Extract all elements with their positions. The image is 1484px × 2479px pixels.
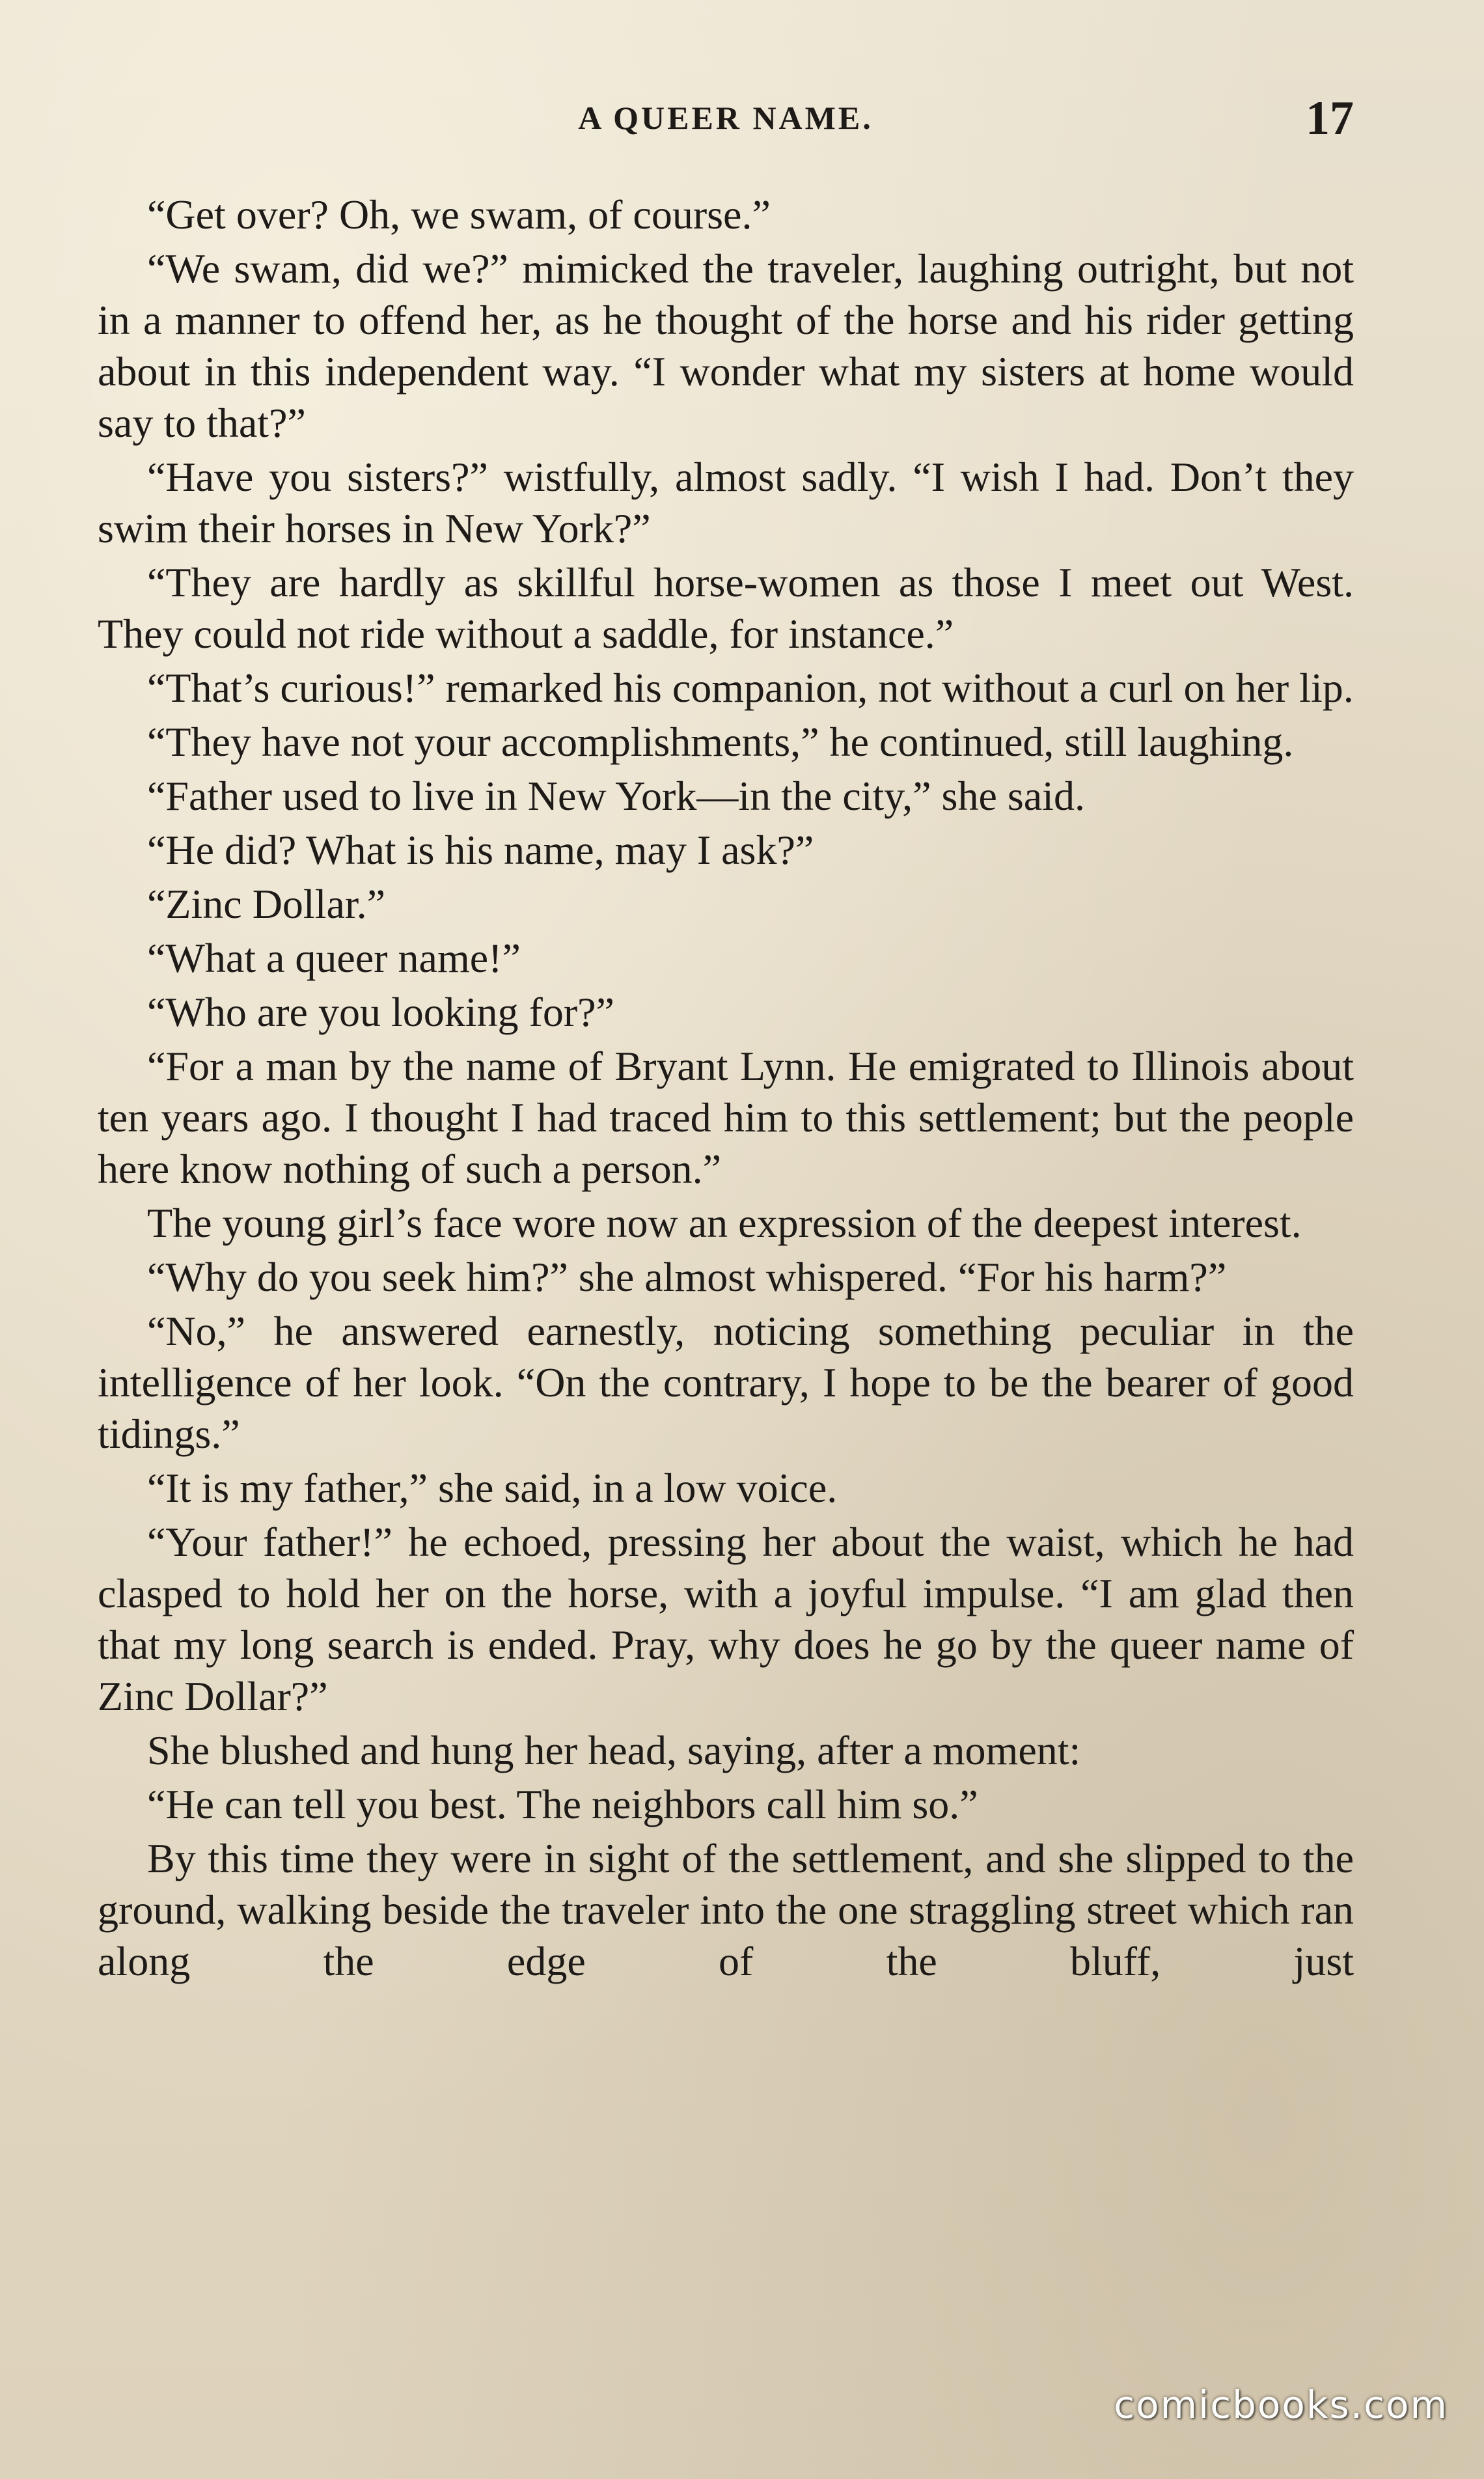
paragraph: “What a queer name!”	[147, 935, 521, 981]
paragraph: “It is my father,” she said, in a low voice.	[147, 1465, 838, 1511]
paragraph: “Why do you seek him?” she almost whispered. “For his harm?”	[147, 1254, 1227, 1300]
paragraph: “He can tell you best. The neighbors call him so.”	[147, 1781, 978, 1827]
paragraph: “They have not your accomplishments,” he continued, still laughing.	[147, 719, 1294, 765]
paragraph: “Have you sisters?” wistfully, almost sadly. “I wish I had. Don’t they swim their horses in New York?”	[98, 454, 1354, 551]
paragraph: “That’s curious!” remarked his companion, not without a curl on her lip.	[147, 665, 1354, 711]
paragraph: By this time they were in sight of the settlement, and she slipped to the ground, walking beside the traveler into the one straggling street which ran along the edge of the bluff, just	[98, 1835, 1354, 1984]
paragraph: “Who are you looking for?”	[147, 989, 614, 1035]
paragraph: “Father used to live in New York—in the city,” she said.	[147, 773, 1085, 819]
paragraph: “Zinc Dollar.”	[147, 881, 386, 927]
page-number: 17	[1306, 92, 1354, 145]
paragraph: “Get over? Oh, we swam, of course.”	[147, 191, 771, 238]
page-content	[98, 85, 1354, 2402]
paragraph: “They are hardly as skillful horse-women as those I meet out West. They could not ride without a saddle, for instance.”	[98, 559, 1354, 657]
running-title: A QUEER NAME.	[578, 100, 873, 136]
paragraph: The young girl’s face wore now an expression of the deepest interest.	[147, 1200, 1302, 1246]
paragraph: “We swam, did we?” mimicked the traveler, laughing outright, but not in a manner to offend her, as he thought of the horse and his rider getting about in this independent way. “I wonder what my sisters at home would say to that?”	[98, 245, 1354, 446]
paragraph: “No,” he answered earnestly, noticing something peculiar in the intelligence of her look. “On the contrary, I hope to be the bearer of good tidings.”	[98, 1308, 1354, 1457]
paragraph: She blushed and hung her head, saying, after a moment:	[147, 1727, 1081, 1773]
body-text	[98, 189, 1354, 1989]
running-head	[98, 91, 1354, 150]
paragraph: “For a man by the name of Bryant Lynn. He emigrated to Illinois about ten years ago. I thought I had traced him to this settlement; but the people here know nothing of such a person.”	[98, 1043, 1354, 1192]
watermark: comicbooks.com	[1114, 2383, 1448, 2427]
paragraph: “He did? What is his name, may I ask?”	[147, 827, 814, 873]
paragraph: “Your father!” he echoed, pressing her about the waist, which he had clasped to hold her on the horse, with a joyful impulse. “I am glad then that my long search is ended. Pray, why does he go by the queer name of Zinc Dollar?”	[98, 1519, 1354, 1719]
